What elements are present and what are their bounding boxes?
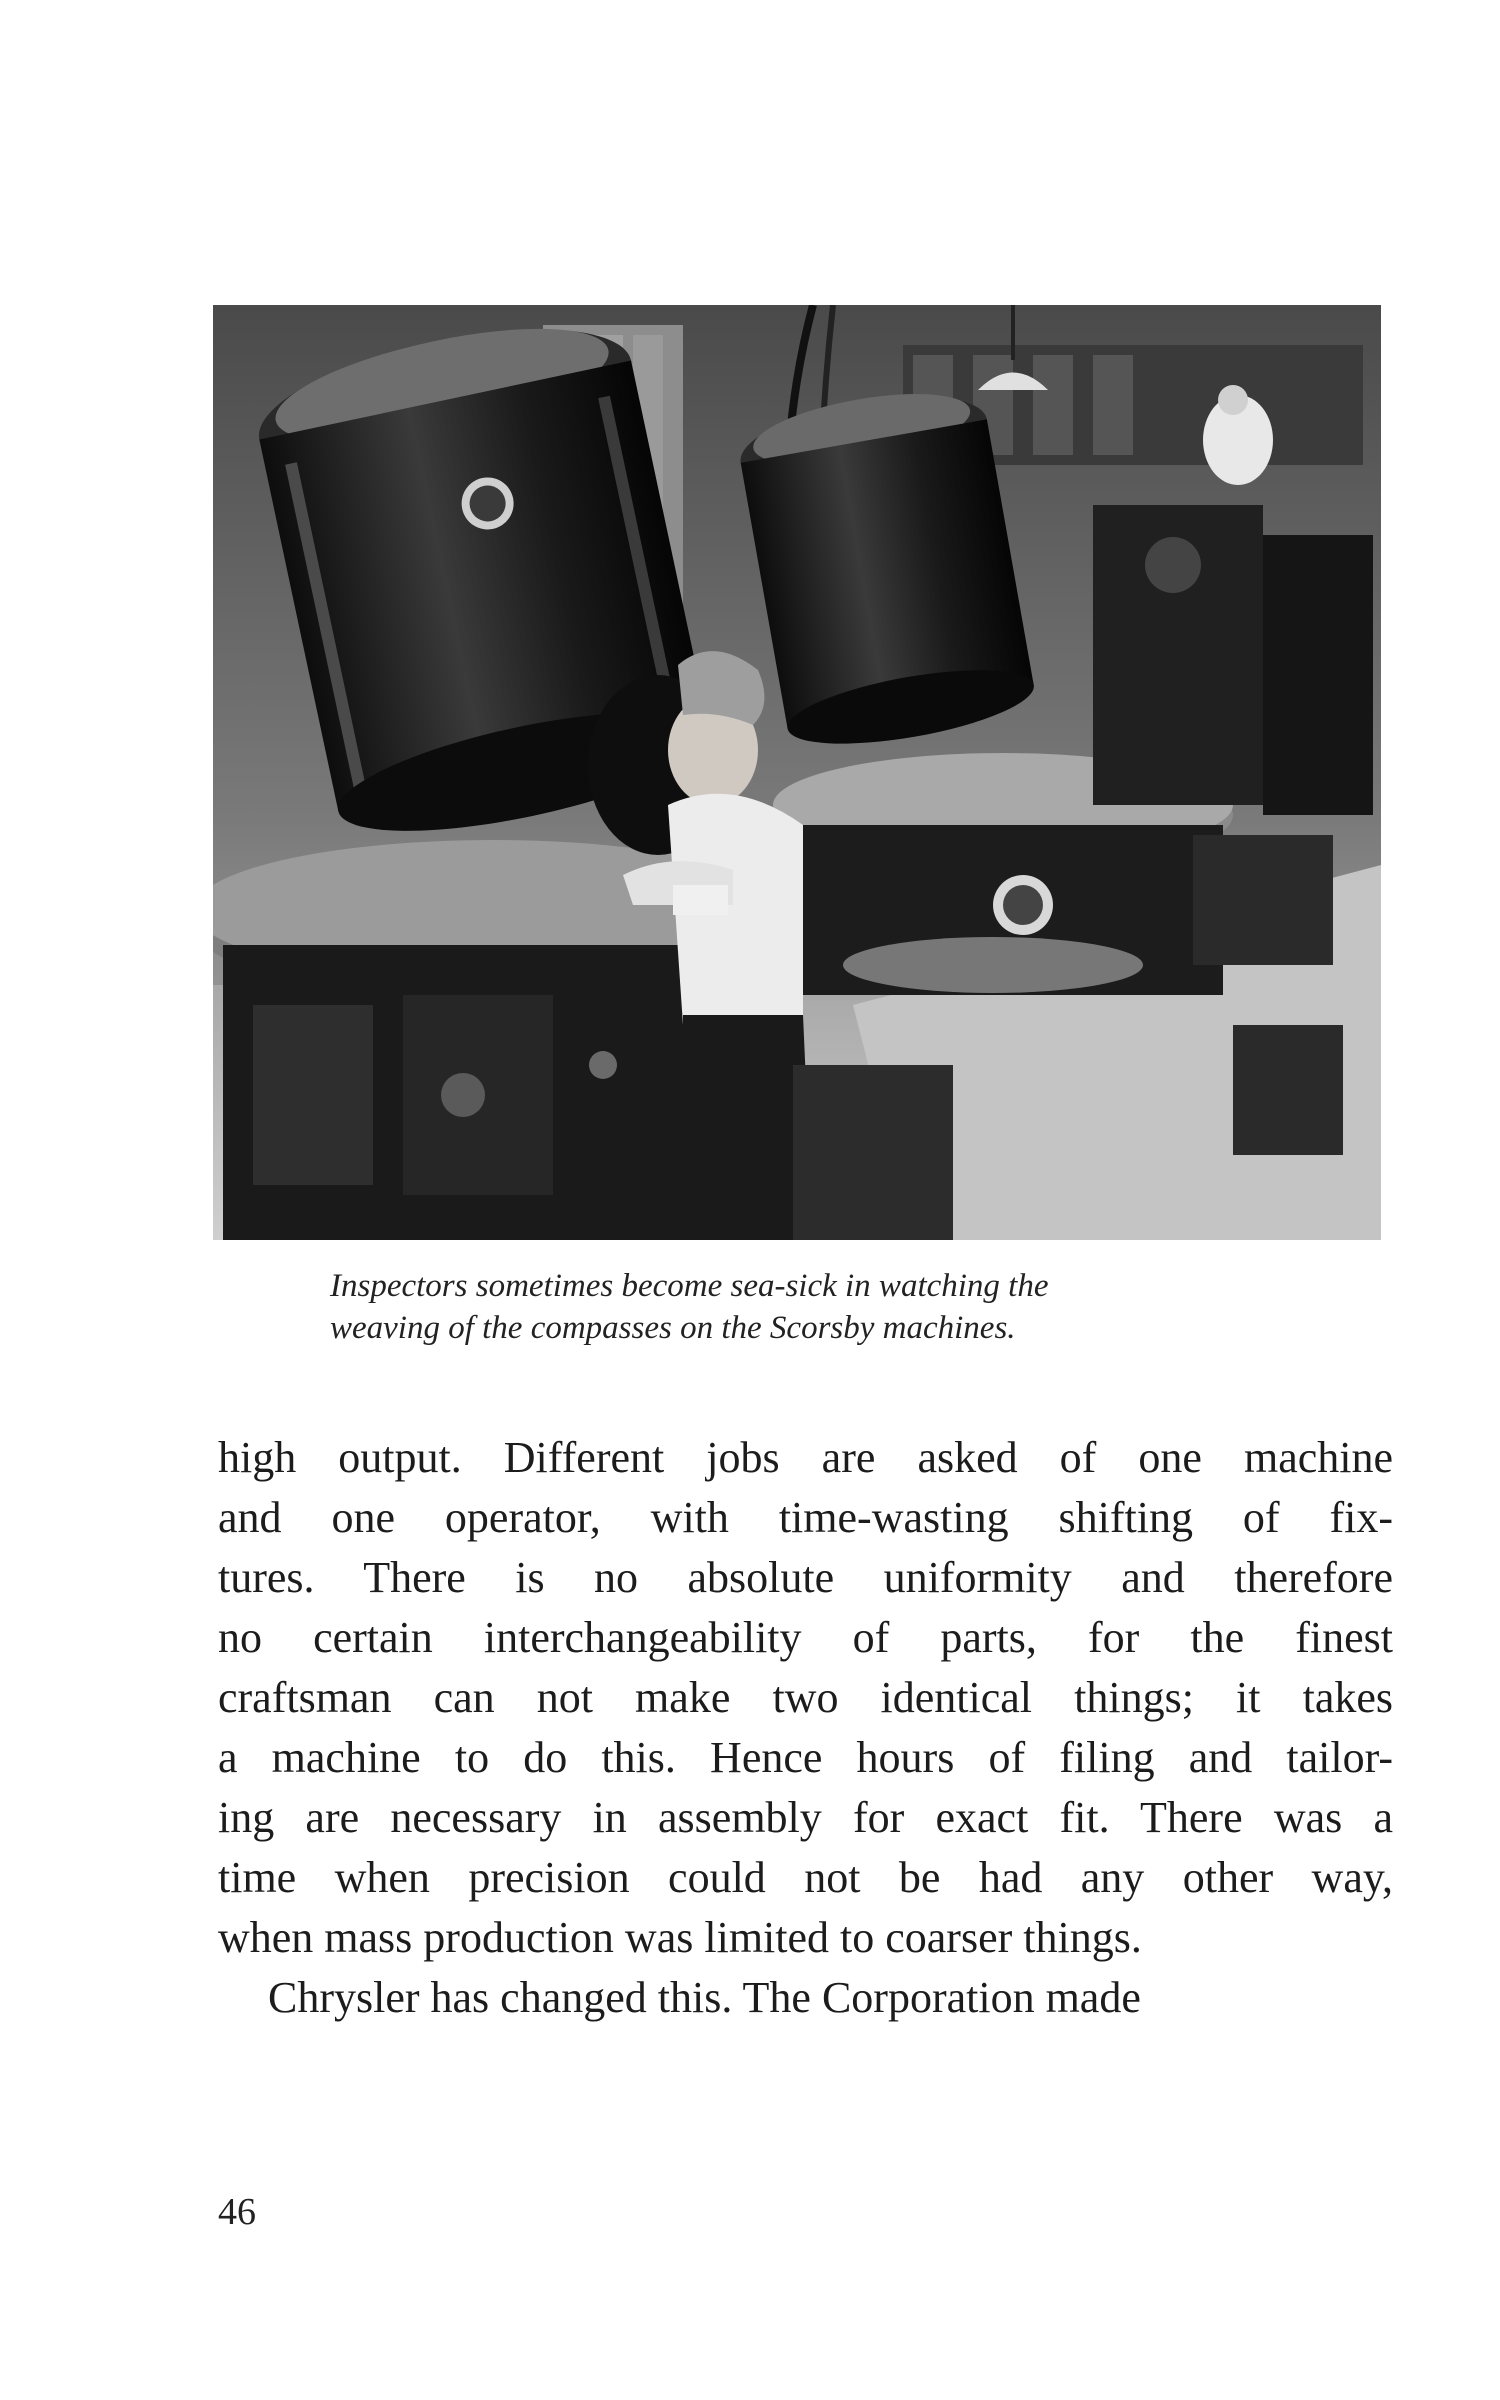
body-line: high output. Different jobs are asked of one machine <box>218 1433 1393 1482</box>
body-line: when mass production was limited to coarser things. <box>218 1913 1142 1962</box>
body-paragraph <box>218 1428 1393 2028</box>
photo-illustration <box>213 305 1381 1240</box>
body-line: and one operator, with time-wasting shifting of fix- <box>218 1493 1393 1542</box>
photo-caption <box>330 1265 1320 1349</box>
body-line: Chrysler has changed this. The Corporation made <box>268 1973 1141 2022</box>
body-line: craftsman can not make two identical things; it takes <box>218 1673 1393 1722</box>
body-line: time when precision could not be had any other way, <box>218 1853 1393 1902</box>
body-line: ing are necessary in assembly for exact fit. There was a <box>218 1793 1393 1842</box>
factory-photo <box>213 305 1381 1240</box>
body-line: tures. There is no absolute uniformity and therefore <box>218 1553 1393 1602</box>
caption-line: weaving of the compasses on the Scorsby machines. <box>330 1310 1016 1346</box>
page-number: 46 <box>218 2191 256 2233</box>
body-line: a machine to do this. Hence hours of filing and tailor- <box>218 1733 1393 1782</box>
caption-line: Inspectors sometimes become sea-sick in watching the <box>330 1268 1049 1304</box>
body-line: no certain interchangeability of parts, for the finest <box>218 1613 1393 1662</box>
